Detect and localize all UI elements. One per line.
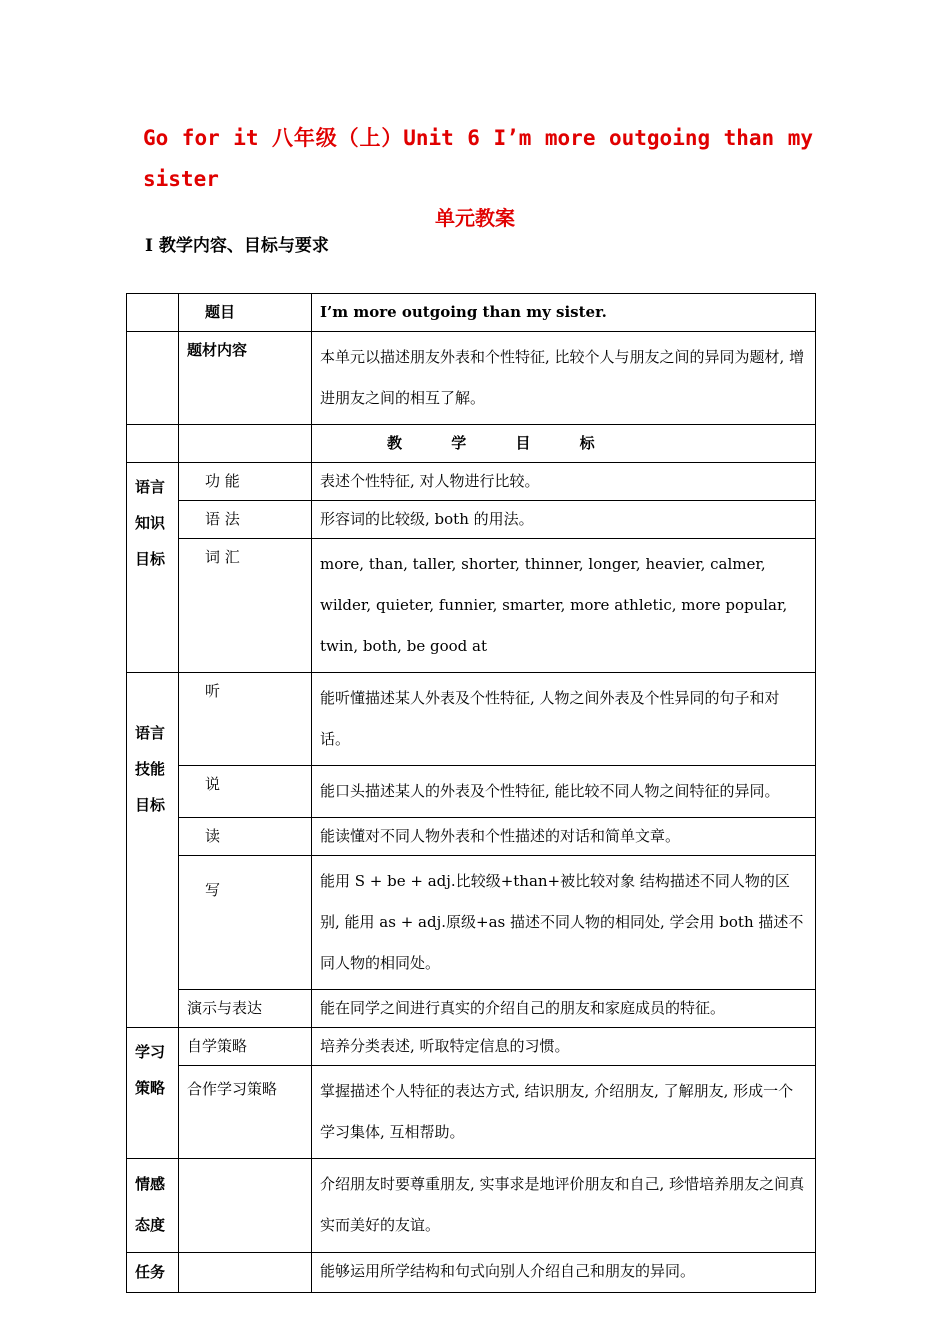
topic-value: I’m more outgoing than my sister.: [312, 294, 816, 332]
group-label-language-knowledge: 语言知识目标: [127, 463, 179, 673]
row-label: 写: [179, 856, 312, 990]
table-row: [127, 856, 816, 990]
row-label: 功 能: [179, 463, 312, 501]
table-row: [127, 673, 816, 766]
empty-cell: [179, 425, 312, 463]
row-value: 掌握描述个人特征的表达方式, 结识朋友, 介绍朋友, 了解朋友, 形成一个学习集体, 互相帮助。: [312, 1066, 816, 1159]
row-value: 介绍朋友时要尊重朋友, 实事求是地评价朋友和自己, 珍惜培养朋友之间真实而美好的友谊。: [312, 1159, 816, 1253]
row-label: 合作学习策略: [179, 1066, 312, 1159]
document-title: Go for it 八年级（上）Unit 6 I’m more outgoing than my sister: [143, 126, 813, 191]
table-row: [127, 463, 816, 501]
table-row: [127, 1066, 816, 1159]
empty-cell: [179, 1159, 312, 1253]
empty-cell: [127, 294, 179, 332]
row-value: 能用 S + be + adj.比较级+than+被比较对象 结构描述不同人物的区别, 能用 as + adj.原级+as 描述不同人物的相同处, 学会用 both 描述不同人物的相同处。: [312, 856, 816, 990]
row-value: 表述个性特征, 对人物进行比较。: [312, 463, 816, 501]
section-heading: I 教学内容、目标与要求: [145, 236, 329, 256]
empty-cell: [179, 1253, 312, 1293]
row-label: 演示与表达: [179, 990, 312, 1028]
topic-label: 题目: [179, 294, 312, 332]
table-row: [127, 1253, 816, 1293]
goals-header: 教 学 目 标: [312, 425, 816, 463]
row-value: 形容词的比较级, both 的用法。: [312, 501, 816, 539]
table-row: [127, 818, 816, 856]
row-value: 能听懂描述某人外表及个性特征, 人物之间外表及个性异同的句子和对话。: [312, 673, 816, 766]
content-label: 题材内容: [179, 332, 312, 425]
row-label: 听: [179, 673, 312, 766]
row-value: 培养分类表述, 听取特定信息的习惯。: [312, 1028, 816, 1066]
table-row: [127, 539, 816, 673]
group-label-attitude: 情感态度: [127, 1159, 179, 1253]
document-subtitle: 单元教案: [435, 206, 515, 230]
row-label: 说: [179, 766, 312, 818]
table-row: [127, 425, 816, 463]
table-row: [127, 1159, 816, 1253]
empty-cell: [127, 425, 179, 463]
row-value: 能口头描述某人的外表及个性特征, 能比较不同人物之间特征的异同。: [312, 766, 816, 818]
row-label: 自学策略: [179, 1028, 312, 1066]
table-row: [127, 501, 816, 539]
row-value: 能够运用所学结构和句式向别人介绍自己和朋友的异同。: [312, 1253, 816, 1293]
table-row: [127, 1028, 816, 1066]
table-row: [127, 294, 816, 332]
row-value: 能读懂对不同人物外表和个性描述的对话和简单文章。: [312, 818, 816, 856]
group-label-language-skills: 语言技能目标: [127, 673, 179, 1028]
group-label-strategy: 学习策略: [127, 1028, 179, 1159]
table-row: [127, 766, 816, 818]
row-value: 能在同学之间进行真实的介绍自己的朋友和家庭成员的特征。: [312, 990, 816, 1028]
lesson-plan-table: [126, 293, 816, 1293]
group-label-task: 任务: [127, 1253, 179, 1293]
row-label: 词 汇: [179, 539, 312, 673]
empty-cell: [127, 332, 179, 425]
table-row: [127, 990, 816, 1028]
row-label: 语 法: [179, 501, 312, 539]
row-value: more, than, taller, shorter, thinner, longer, heavier, calmer, wilder, quieter, funnier, smarter, more athletic, more popular, twin, both, be good at: [312, 539, 816, 673]
table-row: [127, 332, 816, 425]
row-label: 读: [179, 818, 312, 856]
content-value: 本单元以描述朋友外表和个性特征, 比较个人与朋友之间的异同为题材, 增进朋友之间的相互了解。: [312, 332, 816, 425]
